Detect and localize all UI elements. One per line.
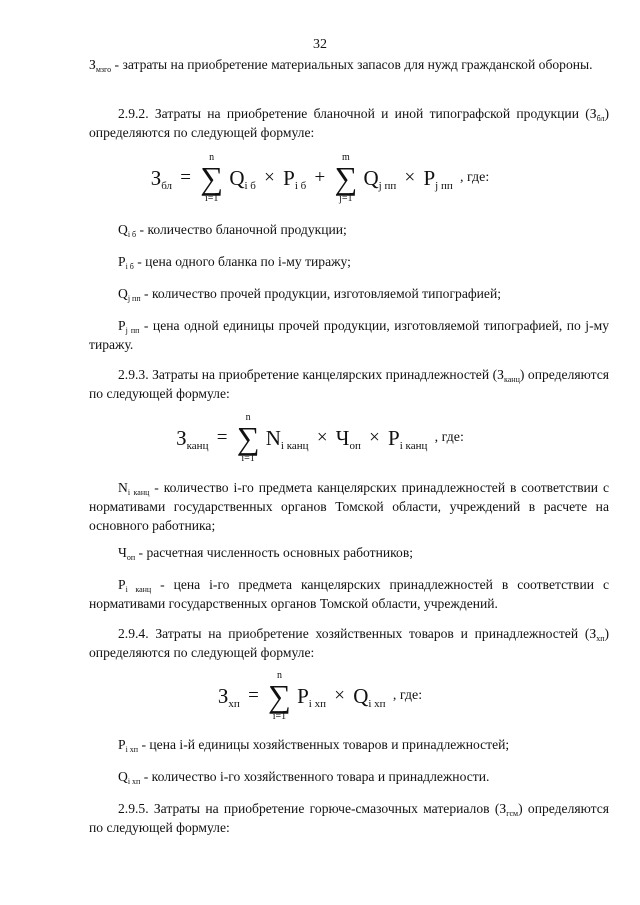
times-sign: × xyxy=(264,167,275,188)
formula-term: Чоп xyxy=(335,425,361,452)
equals-sign: = xyxy=(180,167,192,188)
summation-sign: m ∑ j=1 xyxy=(334,152,358,204)
formula-household-goods xyxy=(0,670,640,722)
plus-sign: + xyxy=(314,167,326,188)
definition-p-i-b: $P_{i б}$ - цена одного бланка по i-му тиражу; xyxy=(118,254,351,271)
formula-where: , где: xyxy=(460,170,490,185)
times-sign: × xyxy=(316,427,328,448)
subscript: бл xyxy=(596,114,605,123)
summation-sign: n ∑ i=1 xyxy=(268,670,291,722)
formula-lhs: Зхп xyxy=(217,683,240,710)
formula-where: , где: xyxy=(392,688,423,703)
definition-text: - затраты на приобретение материальных запасов для нужд гражданской обороны. xyxy=(111,57,593,72)
times-sign: × xyxy=(404,167,416,188)
paragraph-2-9-2 xyxy=(89,104,609,142)
paragraph-text: 2.9.2. Затраты на приобретение бланочной и иной типографской продукции (З xyxy=(118,106,597,121)
paragraph-mzgo-definition xyxy=(89,55,609,74)
definition-q-i-b: $Q_{i б}$ - количество бланочной продукции; xyxy=(118,222,347,239)
times-sign: × xyxy=(334,685,345,706)
page-number: 32 xyxy=(313,37,327,52)
formula-term: Pj пп xyxy=(423,165,453,192)
paragraph-tail: ) определяются по следующей формуле: xyxy=(89,106,609,140)
formula-term: Qi хп xyxy=(353,683,386,710)
formula-term: Qj пп xyxy=(363,165,397,192)
definition-n-i-kanc: $N_{i канц}$ - количество i-го предмета канцелярских принадлежностей в соответствии с нормативами государственных органов Томской области, учреждений в расчете на основного работника; xyxy=(89,480,609,533)
definition-p-j-pp: $P_{j пп}$ - цена одной единицы прочей продукции, изготовляемой типографией, по j-му тиражу. xyxy=(89,318,609,352)
definition-p-i-hp: $P_{i хп}$ - цена i-й единицы хозяйственных товаров и принадлежностей; xyxy=(118,737,510,754)
formula-term: Pi хп xyxy=(297,683,326,710)
summation-sign: n ∑ i=1 xyxy=(236,412,260,464)
times-sign: × xyxy=(369,427,380,448)
formula-lhs: Зканц xyxy=(176,425,209,452)
definition-ch-op: $Ч_{оп}$ - расчетная численность основных работников; xyxy=(118,545,414,562)
formula-blank-products xyxy=(0,152,640,204)
definition-p-i-kanc: $P_{i канц}$ - цена i-го предмета канцелярских принадлежностей в соответствии с нормативами государственных органов Томской области, учреждений. xyxy=(89,577,609,611)
formula-term: Pi б xyxy=(283,165,307,192)
symbol-z: З xyxy=(89,57,96,72)
subscript: мзго xyxy=(95,65,112,74)
definition-q-i-hp: $Q_{i хп}$ - количество i-го хозяйственного товара и принадлежности. xyxy=(118,769,490,786)
equals-sign: = xyxy=(216,427,228,448)
formula-term: Ni канц xyxy=(265,425,309,452)
formula-term: Pi канц xyxy=(388,425,428,452)
formula-term: Qi б xyxy=(229,165,256,192)
formula-stationery xyxy=(0,412,640,464)
equals-sign: = xyxy=(248,685,259,706)
definition-q-j-pp: $Q_{j пп}$ - количество прочей продукции, изготовляемой типографией; xyxy=(118,286,502,303)
formula-lhs: Збл xyxy=(150,165,173,192)
formula-where: , где: xyxy=(434,430,464,445)
paragraph-2-9-5: 2.9.5. Затраты на приобретение горюче-смазочных материалов $(З_{гсм})$ определяются по следующей формуле: xyxy=(89,801,609,835)
paragraph-2-9-3: 2.9.3. Затраты на приобретение канцелярских принадлежностей $(З_{канц})$ определяются по следующей формуле: xyxy=(89,367,609,401)
paragraph-2-9-4: 2.9.4. Затраты на приобретение хозяйственных товаров и принадлежностей $(З_{хп})$ определяются по следующей формуле: xyxy=(89,626,609,660)
summation-sign: n ∑ i=1 xyxy=(200,152,224,204)
